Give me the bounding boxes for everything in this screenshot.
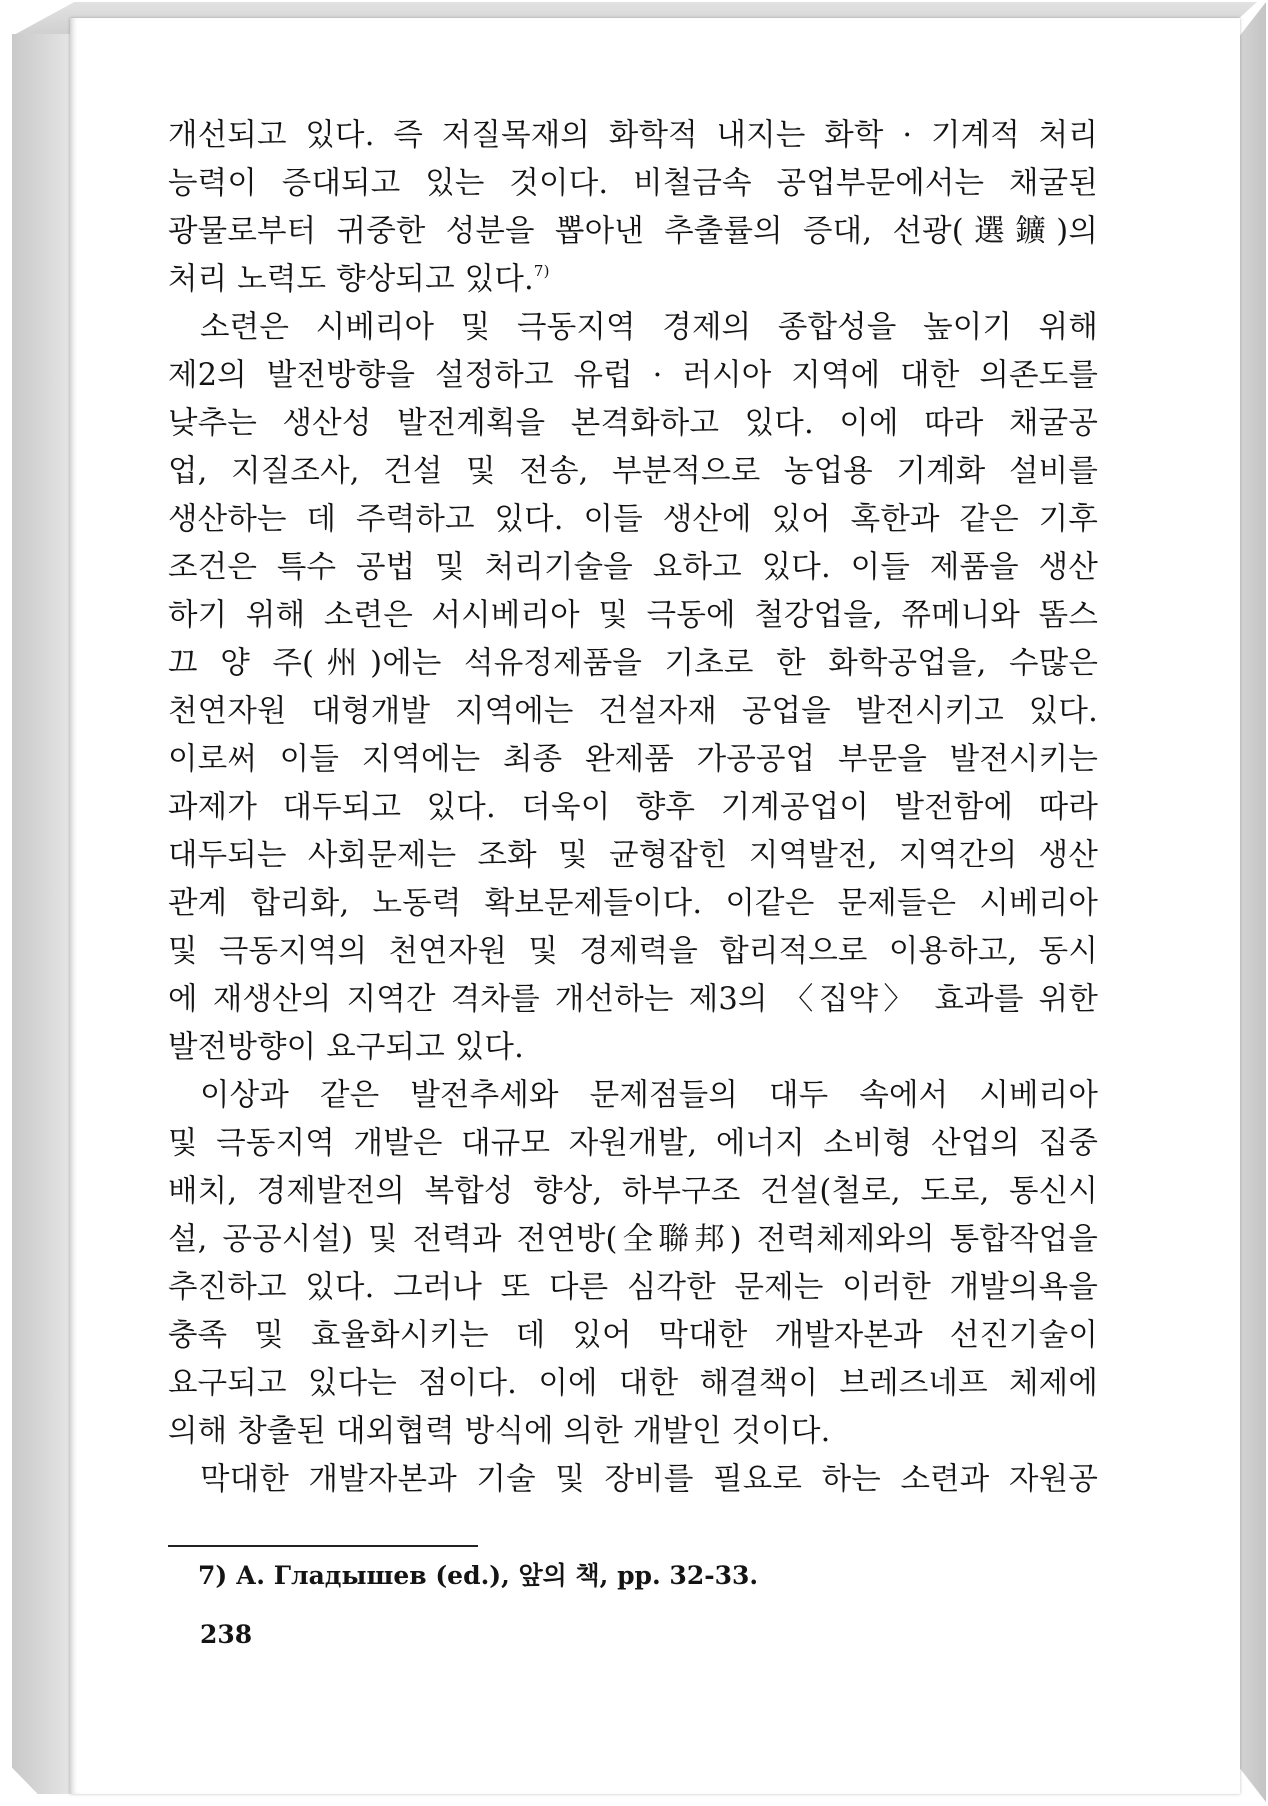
footnote-rule	[168, 1545, 478, 1547]
text-line	[168, 1168, 1098, 1216]
text-line	[168, 928, 1098, 976]
text-line-content: 대두되는 사회문제는 조화 및 균형잡힌 지역발전, 지역간의 생산	[168, 838, 1098, 873]
text-line	[168, 112, 1098, 160]
text-line-content: 개선되고 있다. 즉 저질목재의 화학적 내지는 화학 · 기계적 처리	[168, 118, 1098, 153]
text-line-content: 생산하는 데 주력하고 있다. 이들 생산에 있어 혹한과 같은 기후	[168, 502, 1098, 537]
text-line-content: 발전방향이 요구되고 있다.	[168, 1030, 524, 1065]
text-line-content: 과제가 대두되고 있다. 더욱이 향후 기계공업이 발전함에 따라	[168, 790, 1098, 825]
text-line	[168, 976, 1098, 1024]
text-line-content: 끄 양 주(州)에는 석유정제품을 기초로 한 화학공업을, 수많은	[168, 646, 1098, 681]
text-line-content: 광물로부터 귀중한 성분을 뽑아낸 추출률의 증대, 선광(選鑛)의	[168, 214, 1098, 249]
text-line-content: 에 재생산의 지역간 격차를 개선하는 제3의 〈집약〉 효과를 위한	[168, 982, 1098, 1017]
text-line	[168, 784, 1098, 832]
text-line	[168, 352, 1098, 400]
text-line-content: 배치, 경제발전의 복합성 향상, 하부구조 건설(철로, 도로, 통신시	[168, 1174, 1098, 1209]
text-line-content: 조건은 특수 공법 및 처리기술을 요하고 있다. 이들 제품을 생산	[168, 550, 1098, 585]
text-line-content: 소련은 시베리아 및 극동지역 경제의 종합성을 높이기 위해	[200, 310, 1098, 345]
text-line-content: 이상과 같은 발전추세와 문제점들의 대두 속에서 시베리아	[200, 1078, 1098, 1113]
text-line	[168, 544, 1098, 592]
book-right-edge	[1238, 2, 1266, 1802]
text-line	[168, 208, 1098, 256]
text-line	[168, 496, 1098, 544]
text-line	[168, 1408, 1098, 1456]
text-line-content: 요구되고 있다는 점이다. 이에 대한 해결책이 브레즈네프 체제에	[168, 1366, 1098, 1401]
text-line-content: 의해 창출된 대외협력 방식에 의한 개발인 것이다.	[168, 1414, 831, 1449]
text-line	[168, 688, 1098, 736]
text-line-content: 이로써 이들 지역에는 최종 완제품 가공공업 부문을 발전시키는	[168, 742, 1098, 777]
text-line-content: 제2의 발전방향을 설정하고 유럽 · 러시아 지역에 대한 의존도를	[168, 358, 1098, 393]
text-line	[168, 1120, 1098, 1168]
text-line	[168, 592, 1098, 640]
text-line-content: 설, 공공시설) 및 전력과 전연방(全聯邦) 전력체제와의 통합작업을	[168, 1222, 1098, 1257]
text-line	[168, 1360, 1098, 1408]
book-spine	[12, 34, 72, 1794]
text-line	[168, 736, 1098, 784]
text-line	[168, 160, 1098, 208]
text-line	[168, 1456, 1098, 1504]
text-line-content: 낮추는 생산성 발전계획을 본격화하고 있다. 이에 따라 채굴공	[168, 406, 1098, 441]
text-line	[168, 1312, 1098, 1360]
text-line	[168, 304, 1098, 352]
text-line	[168, 400, 1098, 448]
text-line	[168, 256, 1098, 304]
text-line-content: 막대한 개발자본과 기술 및 장비를 필요로 하는 소련과 자원공	[200, 1462, 1098, 1497]
text-line-content: 추진하고 있다. 그러나 또 다른 심각한 문제는 이러한 개발의욕을	[168, 1270, 1098, 1305]
text-line-content: 업, 지질조사, 건설 및 전송, 부분적으로 농업용 기계화 설비를	[168, 454, 1098, 489]
text-line-content: 하기 위해 소련은 서시베리아 및 극동에 철강업을, 쮸메니와 똠스	[168, 598, 1098, 633]
text-line-content: 및 극동지역 개발은 대규모 자원개발, 에너지 소비형 산업의 집중	[168, 1126, 1098, 1161]
text-line-content: 처리 노력도 향상되고 있다.	[168, 262, 534, 297]
text-line-content: 관계 합리화, 노동력 확보문제들이다. 이같은 문제들은 시베리아	[168, 886, 1098, 921]
text-line-content: 천연자원 대형개발 지역에는 건설자재 공업을 발전시키고 있다.	[168, 694, 1098, 729]
footnote: 7) А. Гладышев (ed.), 앞의 책, pp. 32-33.	[198, 1561, 759, 1590]
text-line	[168, 448, 1098, 496]
text-line	[168, 1072, 1098, 1120]
text-line	[168, 880, 1098, 928]
footnote-reference: 7)	[533, 262, 550, 280]
text-line-content: 충족 및 효율화시키는 데 있어 막대한 개발자본과 선진기술이	[168, 1318, 1098, 1353]
text-line	[168, 640, 1098, 688]
page-number: 238	[200, 1620, 253, 1649]
body-text	[168, 112, 1098, 1504]
text-line	[168, 1264, 1098, 1312]
text-line-content: 능력이 증대되고 있는 것이다. 비철금속 공업부문에서는 채굴된	[168, 166, 1098, 201]
text-line	[168, 1024, 1098, 1072]
text-line	[168, 832, 1098, 880]
text-line	[168, 1216, 1098, 1264]
text-line-content: 및 극동지역의 천연자원 및 경제력을 합리적으로 이용하고, 동시	[168, 934, 1098, 969]
